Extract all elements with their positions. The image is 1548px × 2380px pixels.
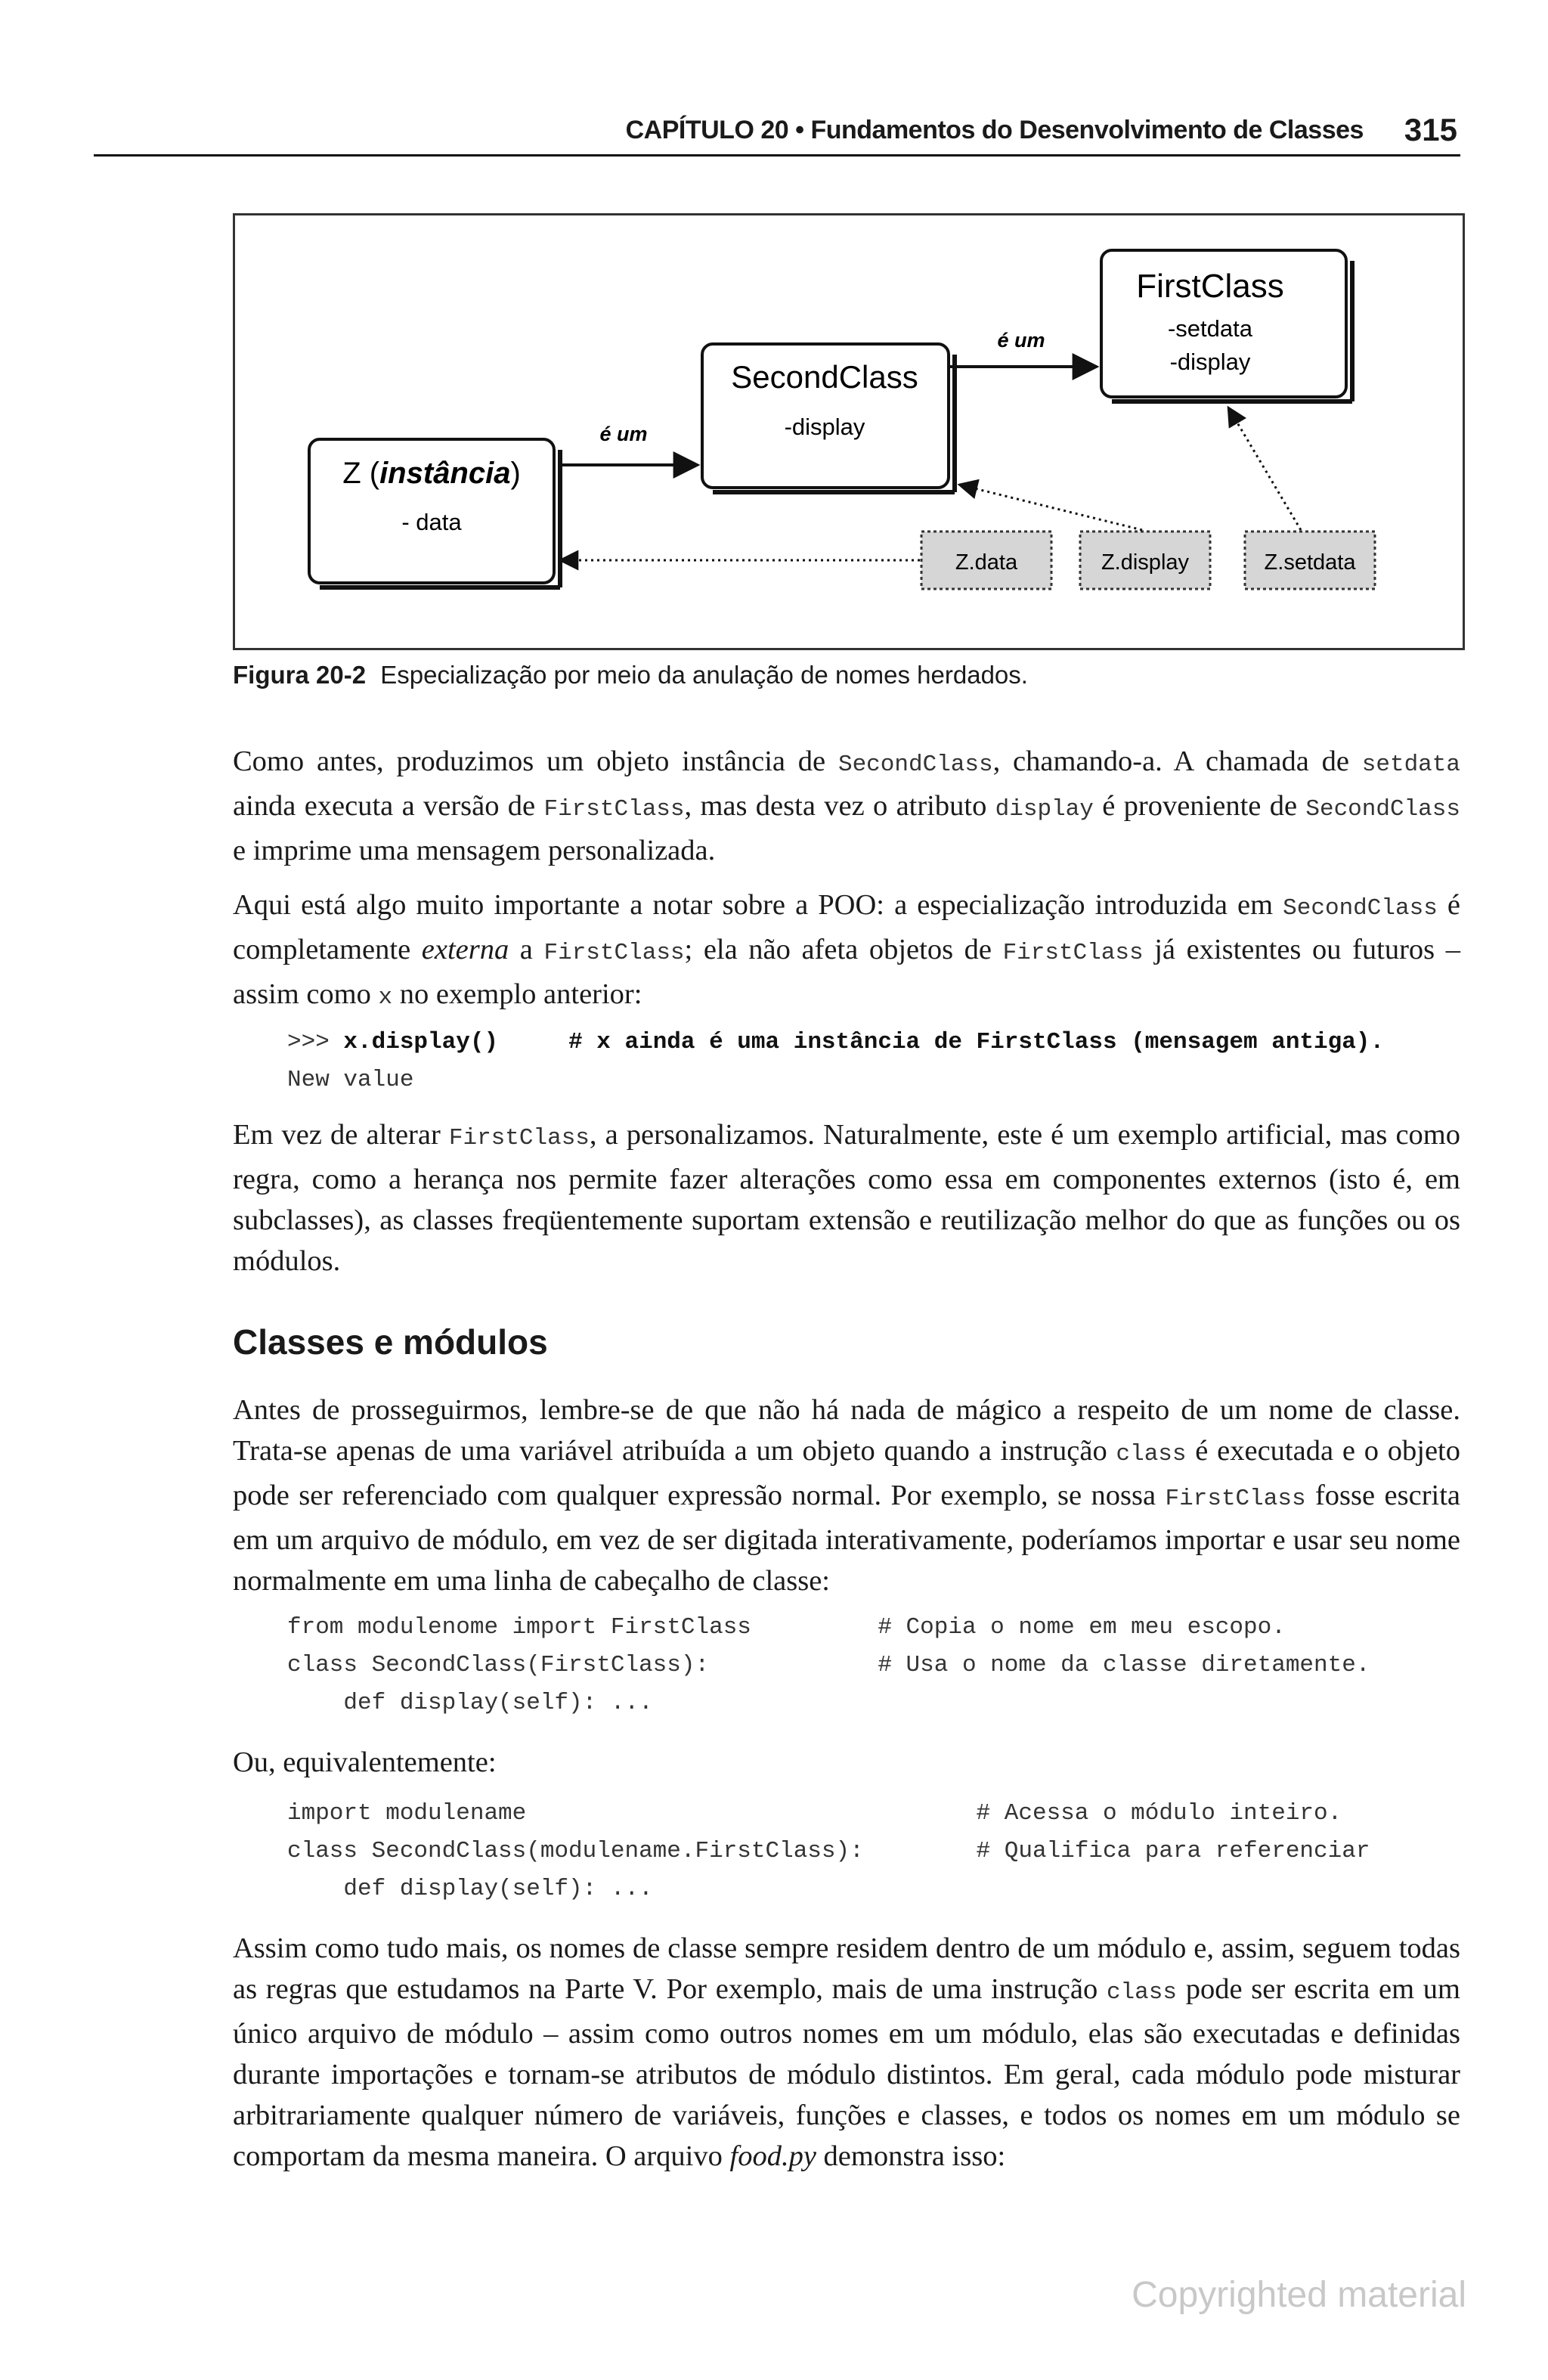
paragraph-6: Assim como tudo mais, os nomes de classe sempre residem dentro de um módulo e, assim, seguem todas as regras que estudamos na Parte V. Por exemplo, mais de uma instrução class pode ser escrita em um único arquivo de módulo – assim como outros nomes em um módulo, elas são executadas e definidas durante importações e tornam-se atributos de módulo distintos. Em geral, cada módulo pode misturar arbitrariamente qualquer número de variáveis, funções e classes, e todos os nomes em um módulo se comportam da mesma maneira. O arquivo food.py demonstra isso: [233,1932,1460,2172]
paragraph-5: Ou, equivalentemente: [233,1746,497,1778]
second-to-first-label: é um [997,329,1045,352]
figure-caption-text: Especialização por meio da anulação de nomes herdados. [380,661,1028,689]
lookup-z-setdata [1245,531,1375,589]
page-header [94,106,1460,156]
code-block-3: import modulename # Acessa o módulo inteiro. class SecondClass(modulename.FirstClass): # Qualifica para referenciar def display(self): ... [287,1800,1370,1902]
figure-number: Figura 20-2 [233,661,367,689]
second-class-node [702,344,955,492]
lookup-z-setdata-label: Z.setdata [1264,550,1356,575]
second-class-title: SecondClass [731,359,918,395]
figure-caption [233,661,1460,690]
diagram-canvas [235,215,1463,648]
z-instance-node [309,439,560,587]
lookup-z-display-label: Z.display [1101,550,1190,575]
page-number: 315 [1404,112,1457,147]
first-class-node [1101,250,1352,401]
running-title: CAPÍTULO 20 • Fundamentos do Desenvolvimento de Classes [625,115,1364,144]
z-instance-attr-data: - data [401,509,462,535]
lookup-z-display [1080,531,1210,589]
paragraph-4: Antes de prosseguirmos, lembre-se de que não há nada de mágico a respeito de um nome de classe. Trata-se apenas de uma variável atribuída a um objeto quando a instrução class é executada e o objeto pode ser referenciado com qualquer expressão normal. Por exemplo, se nossa FirstClass fosse escrita em um arquivo de módulo, em vez de ser digitada interativamente, poderíamos importar e usar seu nome normalmente em uma linha de cabeçalho de classe: [233,1394,1460,1597]
first-class-title: FirstClass [1136,268,1284,305]
code-block-1: >>> x.display() # x ainda é uma instância de FirstClass (mensagem antiga). New value [287,1029,1385,1093]
lookup-display-arrow [959,485,1142,530]
section-title: Classes e módulos [233,1322,548,1362]
second-class-attr-display: -display [784,414,865,440]
paragraph-2: Aqui está algo muito importante a notar sobre a POO: a especialização introduzida em SecondClass é completamente externa a FirstClass; ela não afeta objetos de FirstClass já existentes ou futuros – assim como x no exemplo anterior: [233,889,1460,1011]
code-block-2: from modulenome import FirstClass # Copia o nome em meu escopo. class SecondClass(FirstClass): # Usa o nome da classe diretamente. def display(self): ... [287,1614,1370,1716]
lookup-z-data [921,531,1051,589]
copyright-watermark: Copyrighted material [1132,2275,1466,2315]
paragraph-3: Em vez de alterar FirstClass, a personalizamos. Naturalmente, este é um exemplo artificial, mas como regra, como a herança nos permite fazer alterações como essa em componentes externos (isto é, em subclasses), as classes freqüentemente suportam extensão e reutilização melhor do que as funções ou os módulos. [233,1119,1460,1277]
z-instance-title: Z (instância) [342,457,521,490]
first-class-attr-display: -display [1169,349,1251,375]
inheritance-diagram [233,213,1465,650]
paragraph-1: Como antes, produzimos um objeto instância de SecondClass, chamando-a. A chamada de setdata ainda executa a versão de FirstClass, mas desta vez o atributo display é proveniente de SecondClass e imprime uma mensagem personalizada. [233,745,1460,866]
lookup-setdata-arrow [1228,408,1301,530]
lookup-z-data-label: Z.data [955,550,1018,575]
first-class-attr-setdata: -setdata [1167,315,1253,342]
z-to-second-label: é um [599,423,648,445]
